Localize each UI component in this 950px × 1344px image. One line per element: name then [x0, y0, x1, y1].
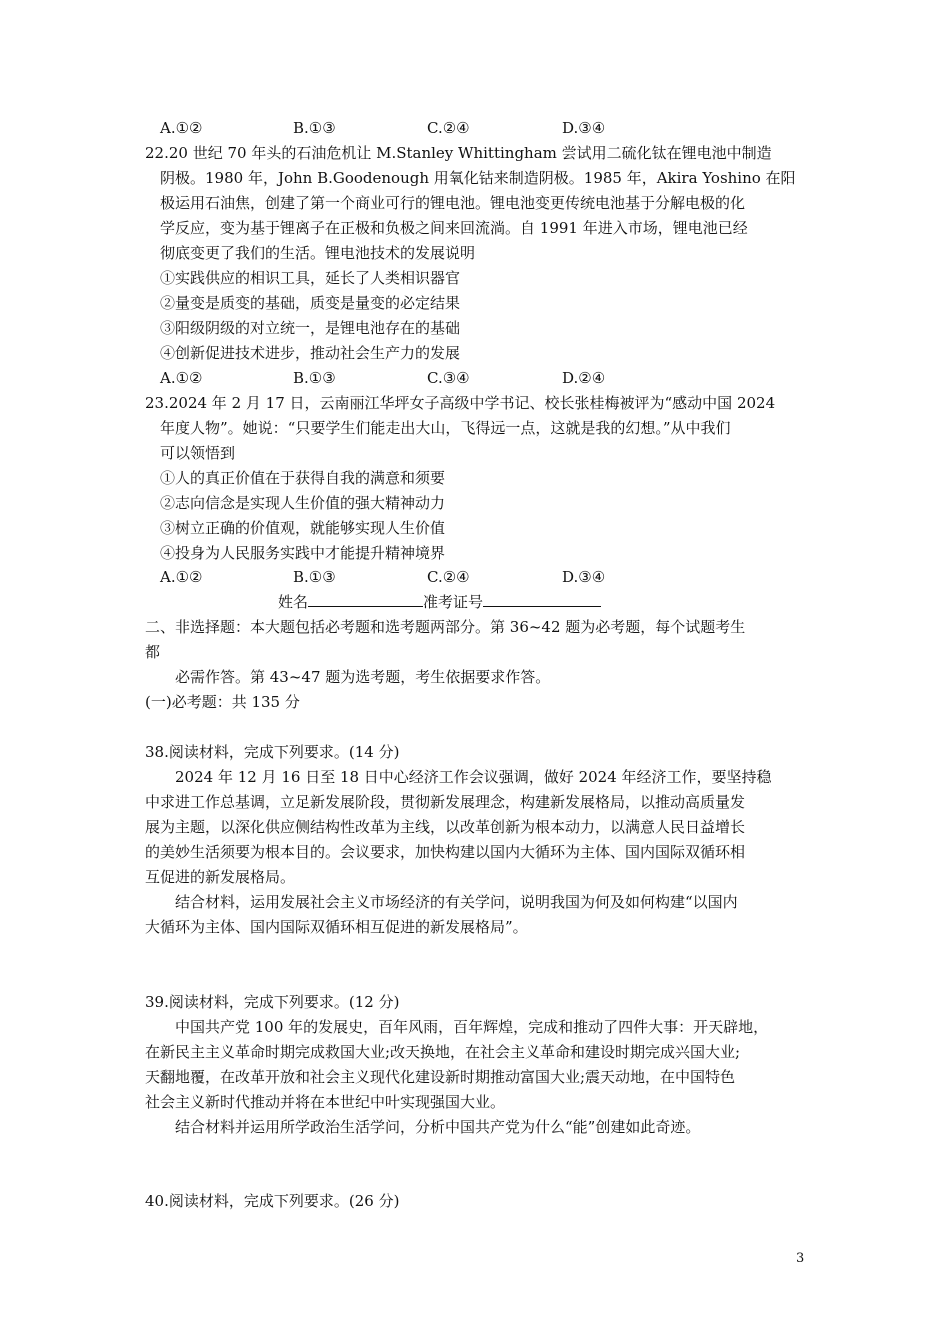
option-a: A.①② [160, 568, 203, 586]
q22-line: 22.20 世纪 70 年头的石油危机让 M.Stanley Whittingham 尝试用二硫化钛在锂电池中制造 [145, 144, 772, 162]
name-blank [308, 592, 423, 607]
q22-options [160, 368, 680, 388]
section-2-line: 二、非选择题：本大题包括必考题和选考题两部分。第 36~42 题为必考题，每个试题考生 [145, 618, 746, 636]
q38-line: 结合材料，运用发展社会主义市场经济的有关学问，说明我国为何及如何构建“以国内 [175, 893, 738, 911]
option-b: B.①③ [293, 119, 336, 137]
option-a: A.①② [160, 369, 203, 387]
q38-line: 互促进的新发展格局。 [145, 868, 296, 886]
q39-title: 39.阅读材料，完成下列要求。(12 分) [145, 993, 400, 1011]
option-d: D.③④ [562, 119, 606, 137]
option-b: B.①③ [293, 568, 336, 586]
q40-title: 40.阅读材料，完成下列要求。(26 分) [145, 1192, 400, 1210]
option-c: C.③④ [427, 369, 470, 387]
option-c: C.②④ [427, 119, 470, 137]
page-number: 3 [796, 1251, 805, 1266]
exam-id-blank [483, 592, 601, 607]
section-2-line: 都 [145, 643, 161, 661]
q22-item: ③阳级阴级的对立统一，是锂电池存在的基础 [160, 319, 461, 337]
q39-line: 在新民主主义革命时期完成救国大业;改天换地，在社会主义革命和建设时期完成兴国大业; [145, 1043, 741, 1061]
q22-item: ①实践供应的相识工具，延长了人类相识器官 [160, 269, 461, 287]
q22-item: ②量变是质变的基础，质变是量变的必定结果 [160, 294, 461, 312]
q23-options [160, 567, 680, 587]
q38-line: 的美妙生活须要为根本目的。会议要求，加快构建以国内大循环为主体、国内国际双循环相 [145, 843, 746, 861]
option-d: D.③④ [562, 568, 606, 586]
section-2-line: 必需作答。第 43~47 题为选考题，考生依据要求作答。 [175, 668, 551, 686]
q39-line: 结合材料并运用所学政治生活学问，分析中国共产党为什么“能”创建如此奇迹。 [175, 1118, 701, 1136]
option-d: D.②④ [562, 369, 606, 387]
name-id-line [278, 592, 601, 612]
q23-line: 可以领悟到 [160, 444, 236, 462]
q23-item: ②志向信念是实现人生价值的强大精神动力 [160, 494, 446, 512]
q22-line: 学反应，变为基于锂离子在正极和负极之间来回流淌。自 1991 年进入市场，锂电池已经 [160, 219, 748, 237]
q39-line: 中国共产党 100 年的发展史，百年风雨，百年辉煌，完成和推动了四件大事：开天辟地， [175, 1018, 769, 1036]
q38-line: 大循环为主体、国内国际双循环相互促进的新发展格局”。 [145, 918, 528, 936]
top-options [160, 118, 680, 138]
exam-id-label: 准考证号 [423, 593, 484, 611]
q38-title: 38.阅读材料，完成下列要求。(14 分) [145, 743, 400, 761]
option-b: B.①③ [293, 369, 336, 387]
q39-line: 社会主义新时代推动并将在本世纪中叶实现强国大业。 [145, 1093, 506, 1111]
q38-line: 中求进工作总基调，立足新发展阶段，贯彻新发展理念，构建新发展格局，以推动高质量发 [145, 793, 746, 811]
option-a: A.①② [160, 119, 203, 137]
q23-item: ④投身为人民服务实践中才能提升精神境界 [160, 544, 446, 562]
q22-line: 阴极。1980 年，John B.Goodenough 用氧化钴来制造阴极。1985 年，Akira Yoshino 在阳 [160, 169, 796, 187]
q23-item: ①人的真正价值在于获得自我的满意和须要 [160, 469, 446, 487]
q38-line: 展为主题，以深化供应侧结构性改革为主线，以改革创新为根本动力，以满意人民日益增长 [145, 818, 746, 836]
section-2-line: (一)必考题：共 135 分 [145, 693, 300, 711]
q23-item: ③树立正确的价值观，就能够实现人生价值 [160, 519, 446, 537]
q38-line: 2024 年 12 月 16 日至 18 日中心经济工作会议强调，做好 2024 年经济工作，要坚持稳 [175, 768, 772, 786]
q22-line: 彻底变更了我们的生活。锂电池技术的发展说明 [160, 244, 476, 262]
q23-line: 年度人物”。她说：“只要学生们能走出大山，飞得远一点，这就是我的幻想。”从中我们 [160, 419, 731, 437]
option-c: C.②④ [427, 568, 470, 586]
q22-item: ④创新促进技术进步，推动社会生产力的发展 [160, 344, 461, 362]
q39-line: 天翻地覆，在改革开放和社会主义现代化建设新时期推动富国大业;震天动地，在中国特色 [145, 1068, 736, 1086]
q22-line: 极运用石油焦，创建了第一个商业可行的锂电池。锂电池变更传统电池基于分解电极的化 [160, 194, 746, 212]
q23-line: 23.2024 年 2 月 17 日，云南丽江华坪女子高级中学书记、校长张桂梅被评为“感动中国 2024 [145, 394, 776, 412]
name-label: 姓名 [278, 593, 309, 611]
